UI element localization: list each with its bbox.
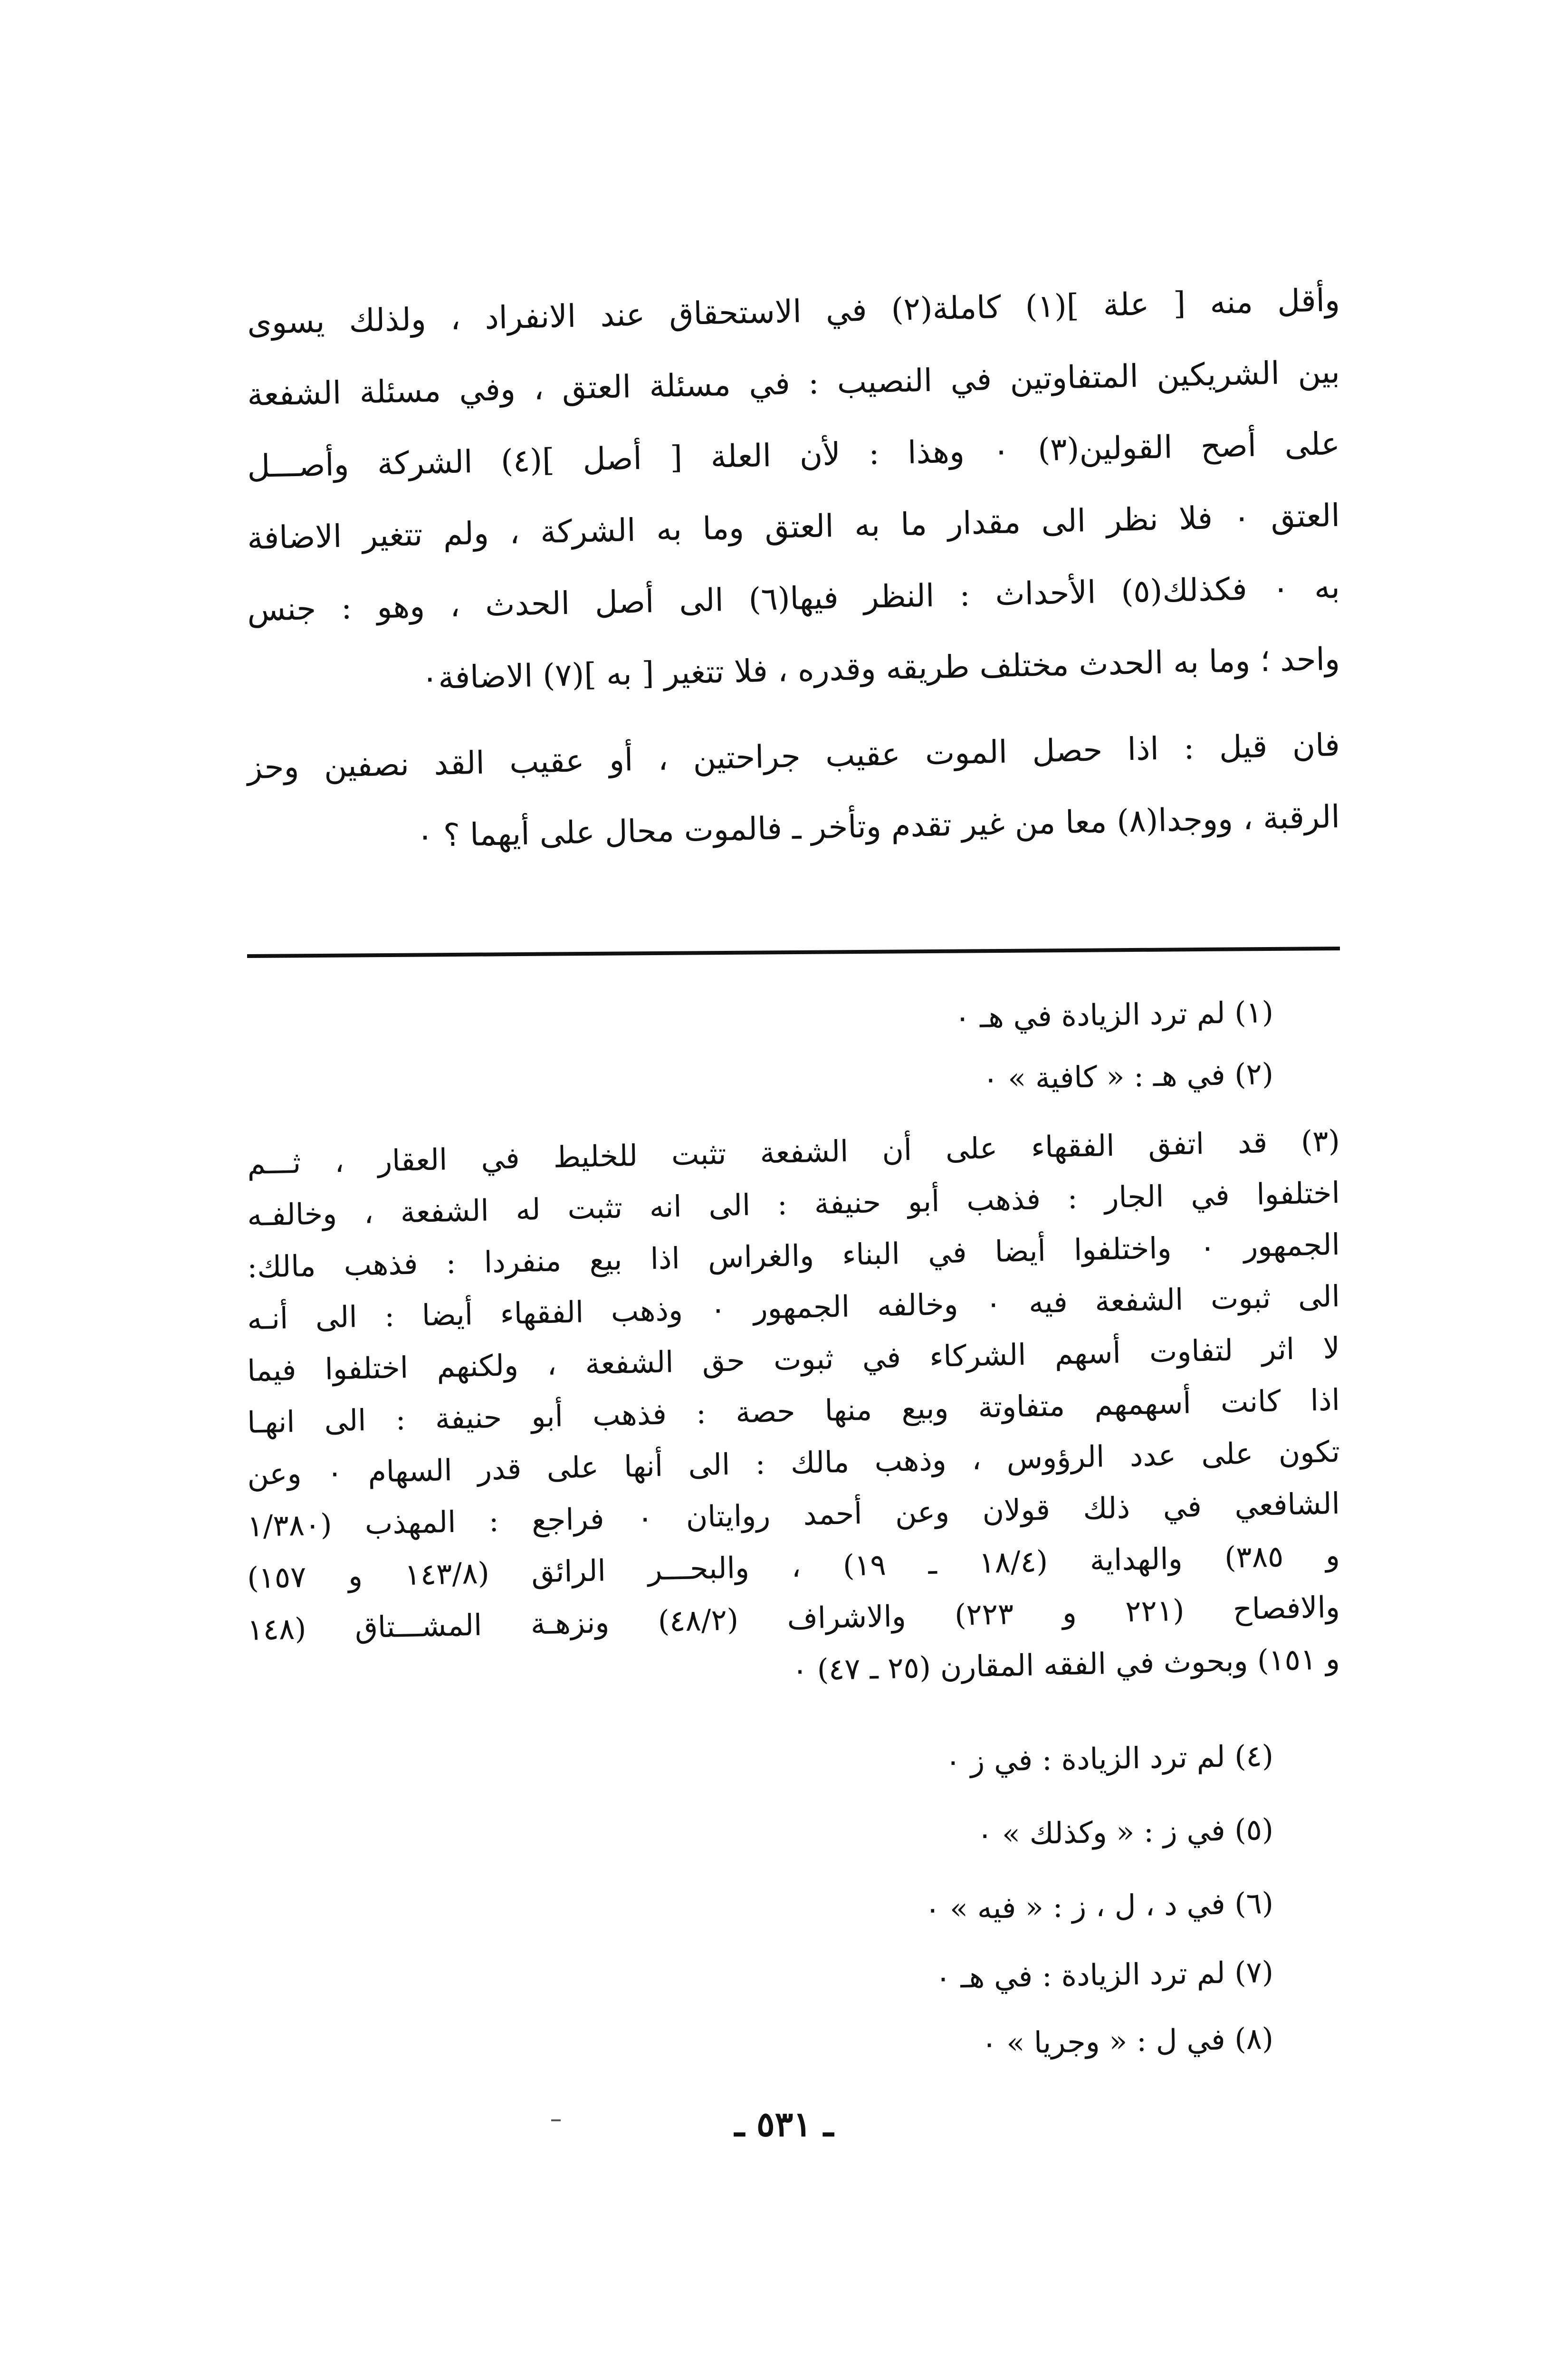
footnote-7: (٧) لم ترد الزيادة : في هـ ٠ (935, 1954, 1274, 1995)
footnote-3-line: و ٣٨٥) والهداية (١٨/٤ ـ ١٩) ، والبحـــر الرائق (١٤٣/٨ و ١٥٧) (247, 1537, 1340, 1596)
footnote-4: (٤) لم ترد الزيادة : في ز ٠ (945, 1738, 1274, 1779)
main-text-line: الرقبة ، ووجدا(٨) معا من غير تقدم وتأخر ـ فالموت محال على أيهما ؟ ٠ (416, 798, 1340, 854)
main-text-line: بين الشريكين المتفاوتين في النصيب : في مسئلة العتق ، وفي مسئلة الشفعة (247, 353, 1340, 413)
print-speck (551, 2119, 561, 2121)
main-text-line: به ٠ فكذلك(٥) الأحداث : النظر فيها(٦) الى أصل الحدث ، وهو : جنس (247, 568, 1340, 629)
main-text-line: فان قيل : اذا حصل الموت عقيب جراحتين ، أو عقيب القد نصفين وحز (247, 726, 1340, 786)
footnote-6: (٦) في د ، ل ، ز : « فيه » ٠ (924, 1886, 1274, 1926)
page-number: ـ ٥٣١ ـ (734, 2104, 834, 2144)
main-text-line: على أصح القولين(٣) ٠ وهذا : لأن العلة [ أصل ](٤) الشركة وأصـــل (247, 425, 1340, 485)
main-text-line: واحد ؛ وما به الحدث مختلف طريقه وقدره ، فلا تتغير [ به ](٧) الاضافة٠ (421, 640, 1340, 697)
main-text-line: العتق ٠ فلا نظر الى مقدار ما به العتق وما به الشركة ، ولم تتغير الاضافة (247, 497, 1340, 557)
main-text-line: وأقل منه [ علة ](١) كاملة(٢) في الاستحقاق عند الانفراد ، ولذلك يسوى (247, 281, 1340, 342)
footnote-2: (٢) في هـ : « كافية » ٠ (982, 1056, 1274, 1096)
footnote-3-line: اختلفوا في الجار : فذهب أبو حنيفة : الى انه تثبت له الشفعة ، وخالفـه (247, 1175, 1340, 1233)
footnote-1: (١) لم ترد الزيادة في هـ ٠ (954, 995, 1274, 1035)
main-text-body (247, 276, 1340, 864)
footnote-3 (247, 1123, 1340, 1696)
footnote-3-line: الشافعي في ذلك قولان وعن أحمد روايتان ٠ فراجع : المهذب (١/٣٨٠ (247, 1485, 1340, 1544)
footnote-3-line: الى ثبوت الشفعة فيه ٠ وخالفه الجمهور ٠ وذهب الفقهاء أيضا : الى أنـه (247, 1278, 1340, 1337)
footnote-3-line: والافصاح (٢٢١ و ٢٢٣) والاشراف (٤٨/٢) ونزهـة المشـــتاق (١٤٨ (247, 1589, 1340, 1648)
footnote-5: (٥) في ز : « وكذلك » ٠ (976, 1812, 1274, 1852)
separator-tick (247, 955, 299, 957)
footnote-3-line: تكون على عدد الرؤوس ، وذهب مالك : الى أنها على قدر السهام ٠ وعن (247, 1434, 1340, 1492)
footnote-3-line: و ١٥١) وبحوث في الفقه المقارن (٢٥ ـ ٤٧) ٠ (792, 1641, 1340, 1688)
footnote-3-line: (٣) قد اتفق الفقهاء على أن الشفعة تثبت للخليط في العقار ، ثـــم (247, 1123, 1340, 1181)
footnote-8: (٨) في ل : « وجريا » ٠ (981, 2021, 1274, 2061)
footnote-separator-rule (247, 947, 1340, 958)
footnote-3-line: الجمهور ٠ واختلفوا أيضا في البناء والغراس اذا بيع منفردا : فذهب مالك: (247, 1226, 1340, 1285)
footnote-3-line: اذا كانت أسهمهم متفاوتة وبيع منها حصة : فذهب أبو حنيفة : الى انهـا (247, 1382, 1340, 1440)
footnote-3-line: لا اثر لتفاوت أسهم الشركاء في ثبوت حق الشفعة ، ولكنهم اختلفوا فيما (247, 1330, 1340, 1389)
